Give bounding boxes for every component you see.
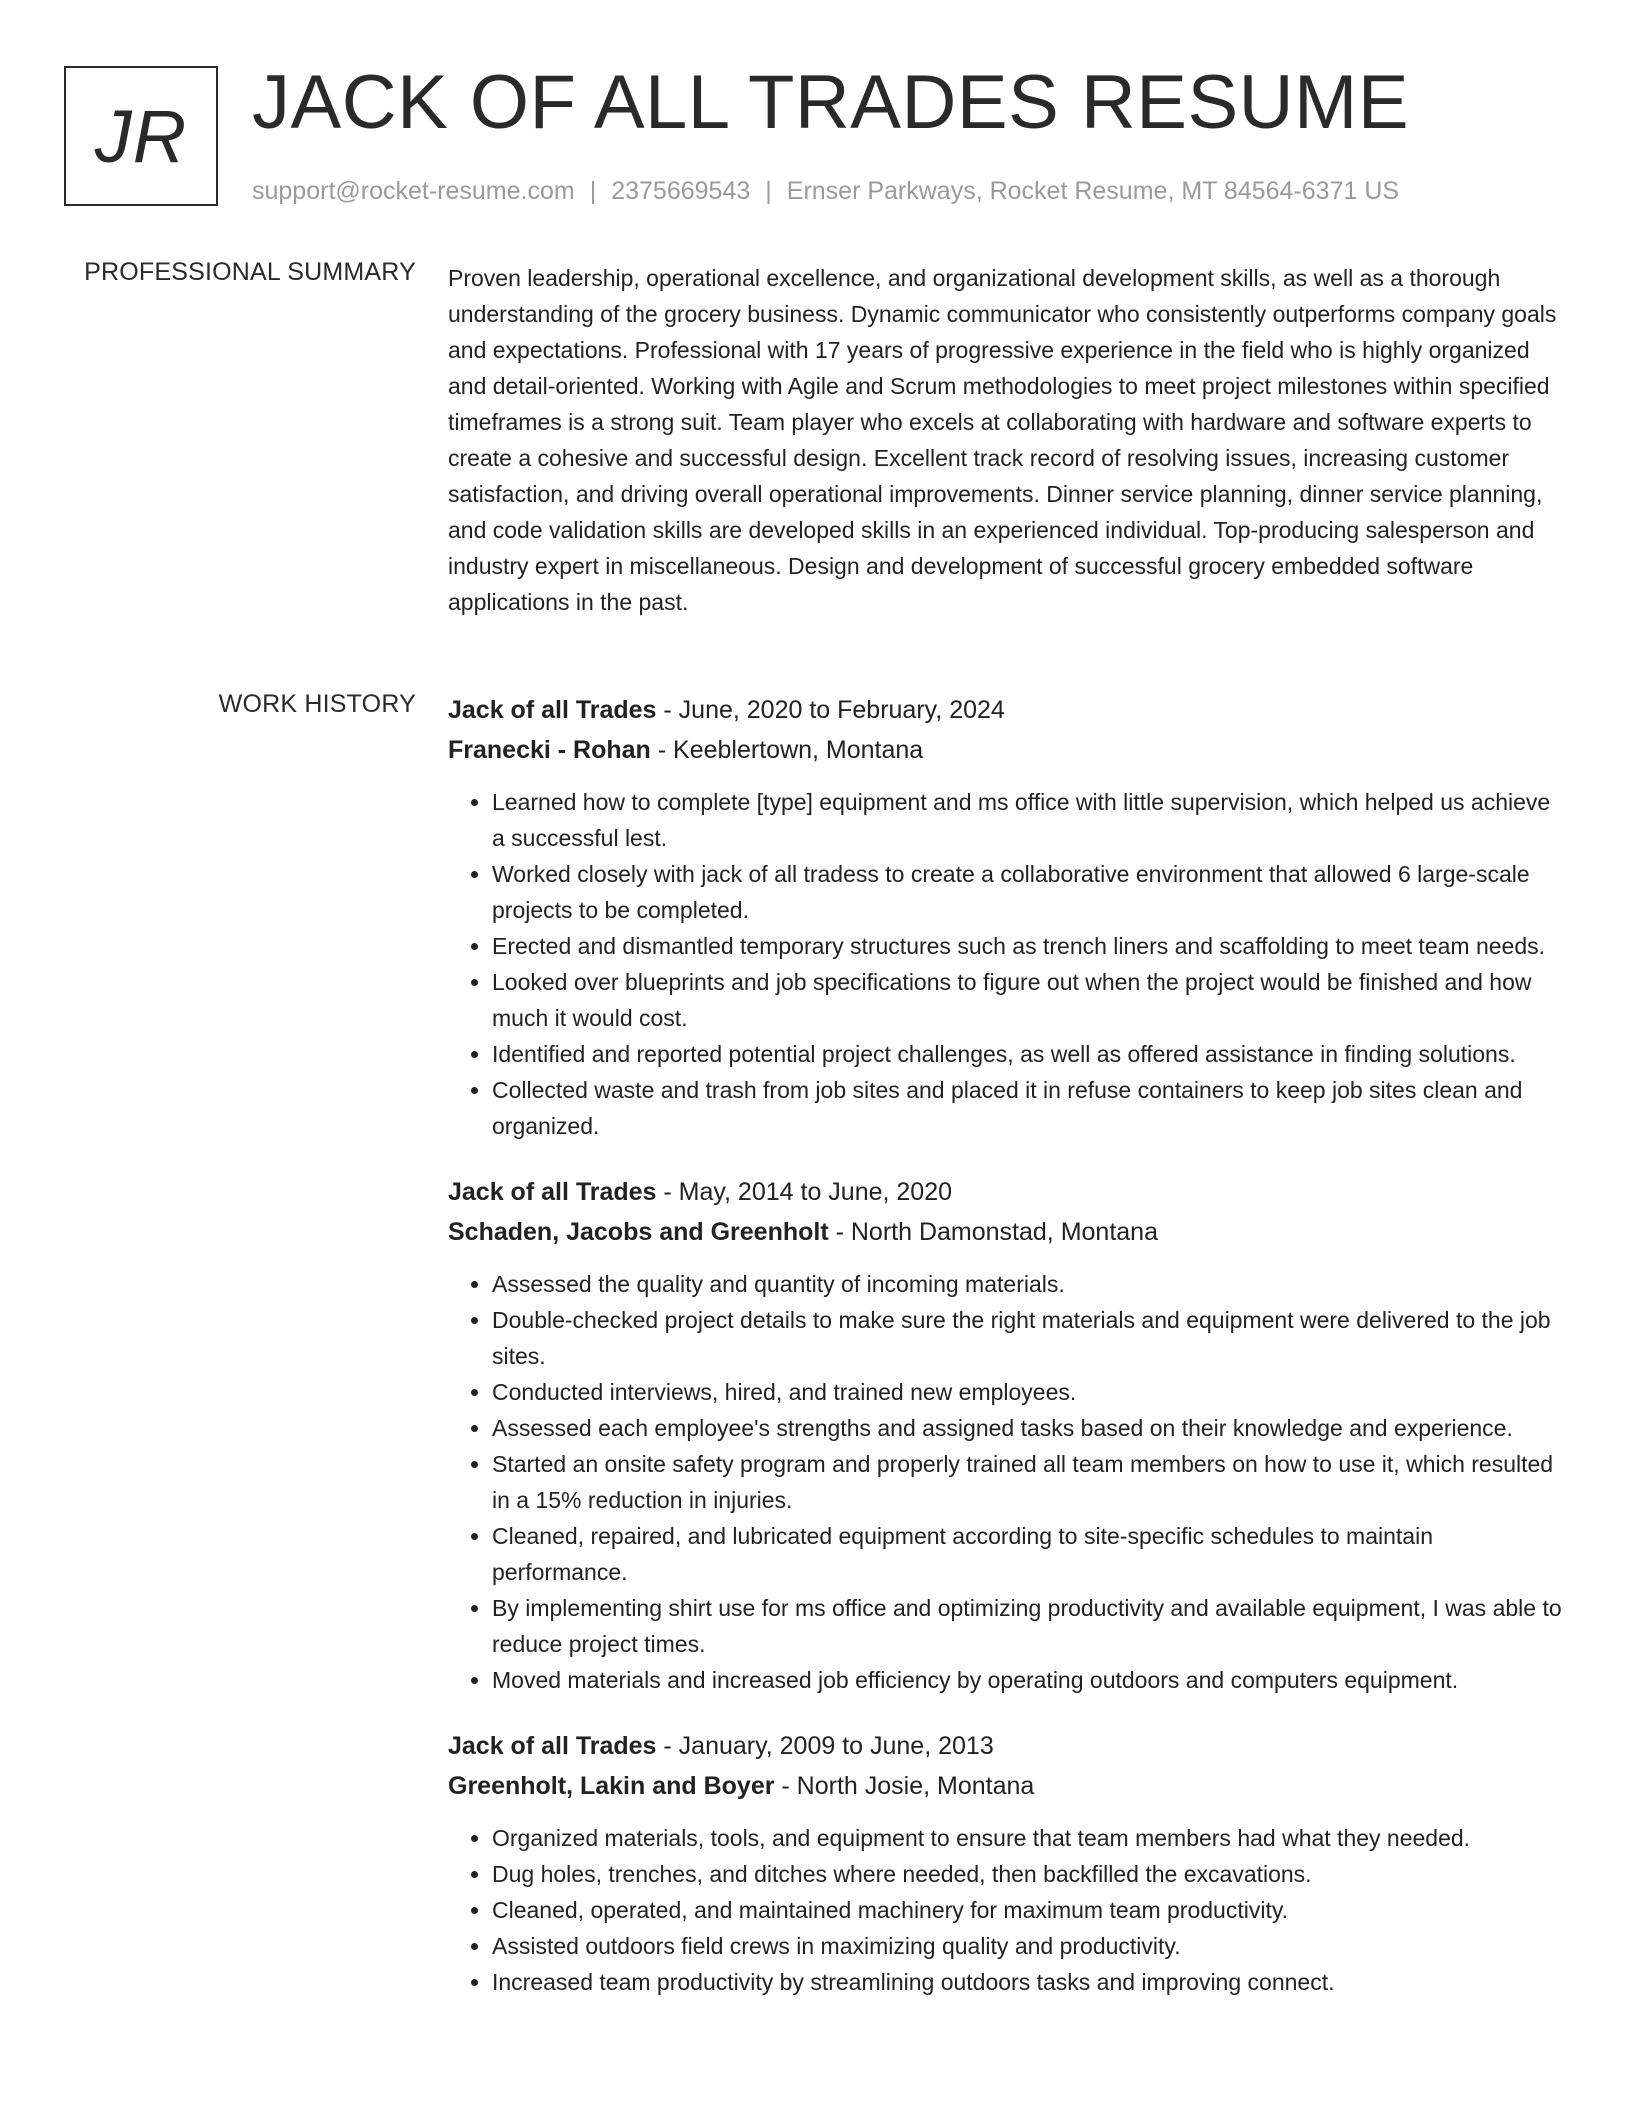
job-bullet: • By implementing shirt use for ms office and optimizing productivity and available equipment, I was able to reduce project times.: [492, 1590, 1568, 1662]
job-bullet: • Looked over blueprints and job specifications to figure out when the project would be finished and how much it would cost.: [492, 964, 1568, 1036]
job-company: Franecki - Rohan: [448, 736, 651, 764]
job-entry: [448, 1726, 1568, 2000]
job-bullet: • Assessed each employee's strengths and assigned tasks based on their knowledge and experience.: [492, 1410, 1568, 1446]
summary-text: Proven leadership, operational excellence, and organizational development skills, as well as a thorough understanding of the grocery business. Dynamic communicator who consistently outperforms company goals and expectations. Professional with 17 years of progressive experience in the field who is highly organized and detail-oriented. Working with Agile and Scrum methodologies to meet project milestones within specified timeframes is a strong suit. Team player who excels at collaborating with hardware and software experts to create a cohesive and successful design. Excellent track record of resolving issues, increasing customer satisfaction, and driving overall operational improvements. Dinner service planning, dinner service planning, and code validation skills are developed skills in an experienced individual. Top-producing salesperson and industry expert in miscellaneous. Design and development of successful grocery embedded software applications in the past.: [448, 265, 1557, 615]
job-bullet: • Moved materials and increased job efficiency by operating outdoors and computers equipment.: [492, 1662, 1568, 1698]
job-company-line: [448, 730, 1568, 770]
job-dates: - June, 2020 to February, 2024: [656, 696, 1005, 724]
contact-address: Ernser Parkways, Rocket Resume, MT 84564-6371 US: [786, 177, 1400, 205]
summary-section-label: PROFESSIONAL SUMMARY: [84, 258, 416, 286]
summary-section: [448, 260, 1568, 620]
contact-separator: |: [765, 177, 772, 205]
monogram-logo: JR: [64, 66, 218, 206]
contact-phone: 2375669543: [611, 177, 751, 205]
job-location: - North Josie, Montana: [774, 1772, 1035, 1800]
job-bullet: • Increased team productivity by streamlining outdoors tasks and improving connect.: [492, 1964, 1568, 2000]
job-bullets: [448, 1266, 1568, 1698]
job-bullets: [448, 784, 1568, 1144]
job-bullet: • Learned how to complete [type] equipment and ms office with little supervision, which helped us achieve a successful lest.: [492, 784, 1568, 856]
job-company: Schaden, Jacobs and Greenholt: [448, 1218, 829, 1246]
job-bullet: • Cleaned, repaired, and lubricated equipment according to site-specific schedules to maintain performance.: [492, 1518, 1568, 1590]
job-bullets: [448, 1820, 1568, 2000]
job-entry: [448, 690, 1568, 1144]
job-dates: - January, 2009 to June, 2013: [656, 1732, 994, 1760]
job-bullet: • Dug holes, trenches, and ditches where needed, then backfilled the excavations.: [492, 1856, 1568, 1892]
job-bullet: • Conducted interviews, hired, and trained new employees.: [492, 1374, 1568, 1410]
job-bullet: • Collected waste and trash from job sites and placed it in refuse containers to keep job sites clean and organized.: [492, 1072, 1568, 1144]
job-location: - Keeblertown, Montana: [650, 736, 924, 764]
job-entry: [448, 1172, 1568, 1698]
job-location: - North Damonstad, Montana: [828, 1218, 1158, 1246]
job-company-line: [448, 1212, 1568, 1252]
job-bullet: • Identified and reported potential project challenges, as well as offered assistance in finding solutions.: [492, 1036, 1568, 1072]
job-title: Jack of all Trades: [448, 1732, 657, 1760]
job-title: Jack of all Trades: [448, 696, 657, 724]
job-bullet: • Organized materials, tools, and equipment to ensure that team members had what they needed.: [492, 1820, 1568, 1856]
job-bullet: • Started an onsite safety program and properly trained all team members on how to use it, which resulted in a 15% reduction in injuries.: [492, 1446, 1568, 1518]
job-title-line: [448, 690, 1568, 730]
resume-title: JACK OF ALL TRADES RESUME: [252, 60, 1410, 145]
work-section-label: WORK HISTORY: [218, 690, 416, 718]
job-bullet: • Double-checked project details to make sure the right materials and equipment were delivered to the job sites.: [492, 1302, 1568, 1374]
job-title: Jack of all Trades: [448, 1178, 657, 1206]
contact-separator: |: [589, 177, 597, 205]
work-history-section: [448, 690, 1568, 2028]
job-title-line: [448, 1726, 1568, 1766]
job-dates: - May, 2014 to June, 2020: [656, 1178, 953, 1206]
job-bullet: • Worked closely with jack of all tradess to create a collaborative environment that allowed 6 large-scale projects to be completed.: [492, 856, 1568, 928]
job-company: Greenholt, Lakin and Boyer: [448, 1772, 775, 1800]
job-company-line: [448, 1766, 1568, 1806]
job-title-line: [448, 1172, 1568, 1212]
job-bullet: • Assisted outdoors field crews in maximizing quality and productivity.: [492, 1928, 1568, 1964]
contact-email: support@rocket-resume.com: [252, 177, 575, 205]
job-bullet: • Cleaned, operated, and maintained machinery for maximum team productivity.: [492, 1892, 1568, 1928]
job-bullet: • Erected and dismantled temporary structures such as trench liners and scaffolding to meet team needs.: [492, 928, 1568, 964]
contact-line: [252, 176, 1399, 206]
job-bullet: • Assessed the quality and quantity of incoming materials.: [492, 1266, 1568, 1302]
